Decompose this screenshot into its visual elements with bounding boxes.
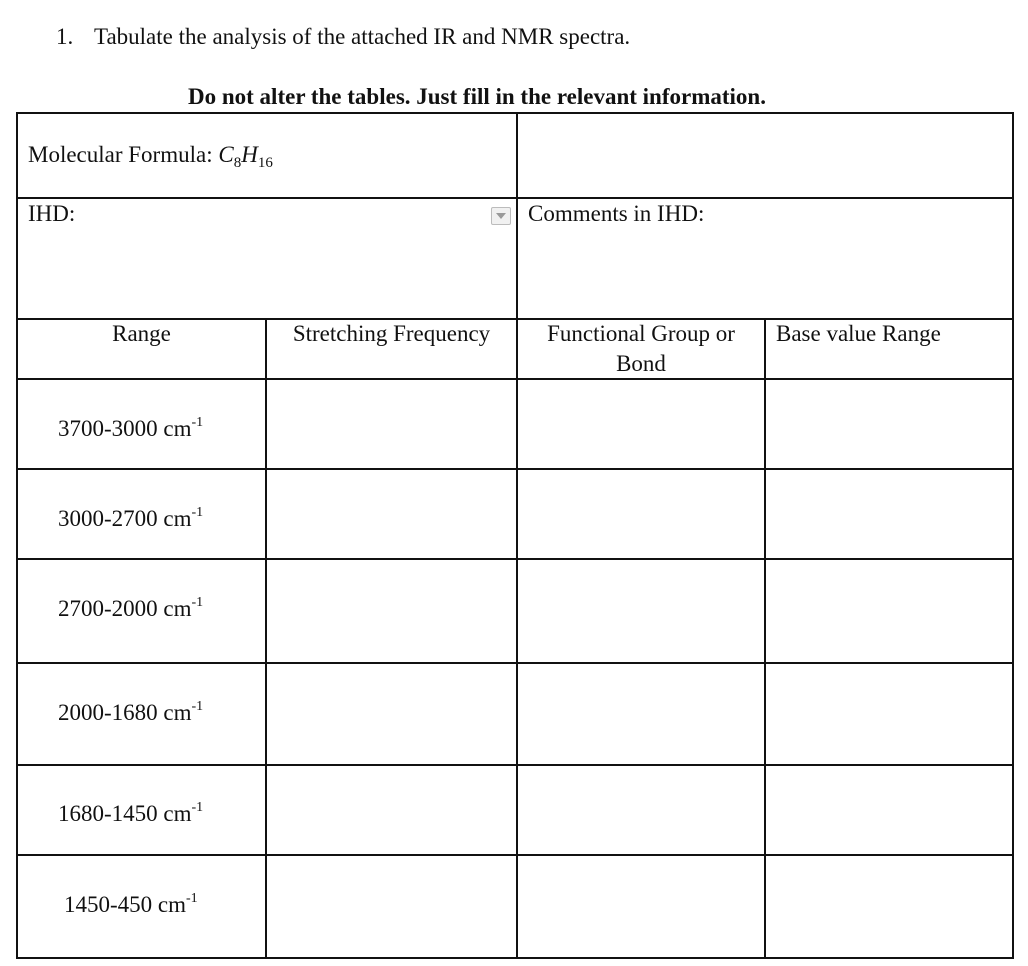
question-body: Tabulate the analysis of the attached IR and NMR spectra. <box>94 24 631 49</box>
table-divider <box>516 112 518 959</box>
ihd-comments-label: Comments in IHD: <box>528 201 705 226</box>
formula-hydrogen: H <box>241 142 258 167</box>
range-value: 1680-1450 cm <box>58 801 192 826</box>
table-divider <box>265 318 267 959</box>
ihd-dropdown-icon[interactable] <box>491 207 511 225</box>
table-rule <box>16 468 1014 470</box>
ihd-label: IHD: <box>28 201 76 226</box>
header-base-value-range: Base value Range <box>776 321 941 346</box>
range-cell <box>64 890 198 920</box>
range-exponent: -1 <box>191 505 204 520</box>
range-exponent: -1 <box>191 595 204 610</box>
range-cell <box>58 799 203 829</box>
range-value: 3700-3000 cm <box>58 416 192 441</box>
table-rule <box>16 378 1014 380</box>
table-border-right <box>1012 112 1014 959</box>
formula-answer-cell[interactable] <box>518 114 1012 197</box>
range-exponent: -1 <box>191 415 204 430</box>
molecular-formula <box>28 140 273 170</box>
header-range: Range <box>112 321 171 346</box>
range-exponent: -1 <box>191 800 204 815</box>
range-cell <box>58 594 203 624</box>
formula-carbon-count: 8 <box>233 155 242 171</box>
ihd-answer-cell[interactable] <box>18 199 516 318</box>
range-cell <box>58 414 203 444</box>
formula-carbon: C <box>218 142 234 167</box>
table-divider <box>764 318 766 959</box>
range-cell <box>58 504 203 534</box>
header-functional-group <box>518 319 764 379</box>
range-exponent: -1 <box>191 699 204 714</box>
range-exponent: -1 <box>186 891 198 906</box>
range-cell <box>58 698 203 728</box>
question-text <box>56 24 630 50</box>
range-value: 2700-2000 cm <box>58 596 192 621</box>
molecular-formula-label: Molecular Formula: <box>28 142 219 167</box>
table-rule <box>16 764 1014 766</box>
range-value: 2000-1680 cm <box>58 700 192 725</box>
range-value: 1450-450 cm <box>64 892 187 917</box>
header-functional-group-line1: Functional Group or <box>547 321 735 346</box>
question-number: 1. <box>56 24 74 49</box>
header-stretching-frequency: Stretching Frequency <box>292 321 491 346</box>
table-rule <box>16 662 1014 664</box>
header-functional-group-line2: Bond <box>616 351 666 376</box>
instruction: Do not alter the tables. Just fill in the relevant information. <box>188 84 766 109</box>
table-rule <box>16 558 1014 560</box>
formula-hydrogen-count: 16 <box>257 155 273 171</box>
range-value: 3000-2700 cm <box>58 506 192 531</box>
table-rule <box>16 854 1014 856</box>
table-border-bottom <box>16 957 1014 959</box>
